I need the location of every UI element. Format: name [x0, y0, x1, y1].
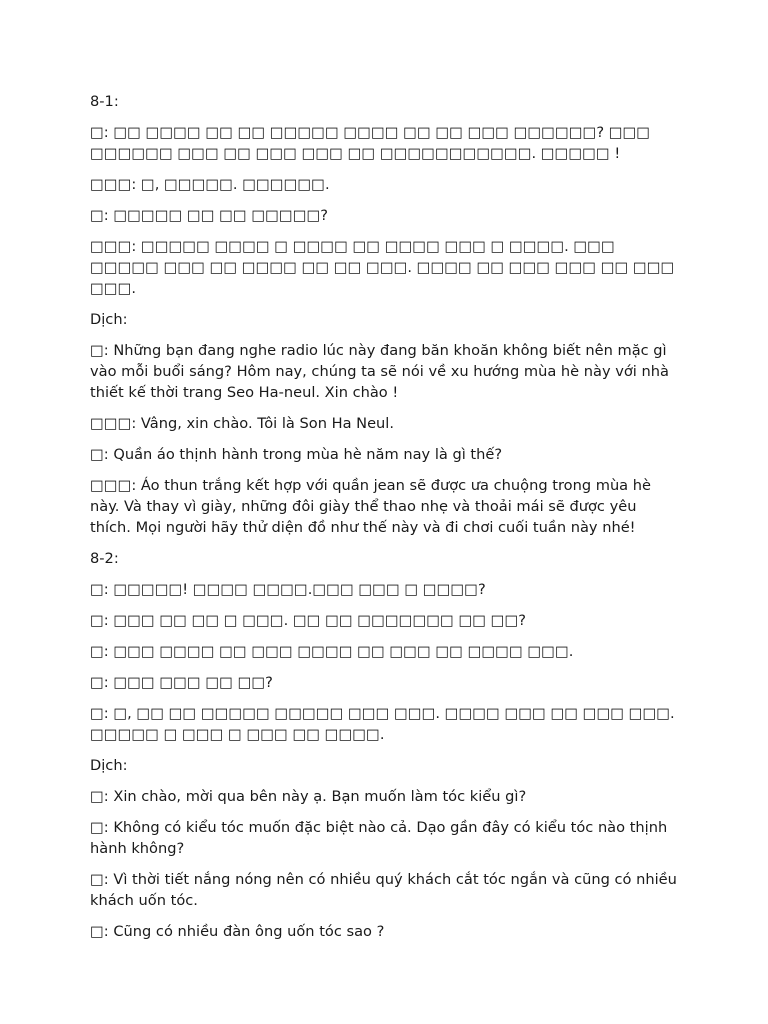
translation-line: □: Vì thời tiết nắng nóng nên có nhiều quý khách cắt tóc ngắn và cũng có nhiều khách uốn tóc.	[90, 871, 677, 909]
translation-line: □: Cũng có nhiều đàn ông uốn tóc sao ?	[90, 923, 385, 940]
dialogue-line: □: □□□ □□ □□ □ □□□. □□ □□ □□□□□□□ □□ □□?	[90, 612, 526, 629]
dialogue-line: □: □□□ □□□ □□ □□?	[90, 674, 273, 691]
translation-line: □□□: Áo thun trắng kết hợp với quần jean sẽ được ưa chuộng trong mùa hè này. Và thay vì giày, những đôi giày thể thao nhẹ và thoải mái sẽ được yêu thích. Mọi người hãy thử diện đồ như thế này và đi chơi cuối tuần này nhé!	[90, 477, 651, 536]
section-heading-8-1: 8-1:	[90, 93, 119, 110]
dialogue-line: □: □□ □□□□ □□ □□ □□□□□ □□□□ □□ □□ □□□ □□□□□□? □□□ □□□□□□ □□□ □□ □□□ □□□ □□ □□□□□□□□□□□. □□□□□ !	[90, 124, 651, 162]
translation-line: □□□: Vâng, xin chào. Tôi là Son Ha Neul.	[90, 415, 394, 432]
translation-line: □: Quần áo thịnh hành trong mùa hè năm nay là gì thế?	[90, 446, 503, 463]
dialogue-line: □: □□□□□ □□ □□ □□□□□?	[90, 207, 329, 224]
dialogue-line: □: □□□ □□□□ □□ □□□ □□□□ □□ □□□ □□ □□□□ □□□.	[90, 643, 574, 660]
section-heading-8-2: 8-2:	[90, 550, 119, 567]
translation-line: □: Không có kiểu tóc muốn đặc biệt nào cả. Dạo gần đây có kiểu tóc nào thịnh hành không?	[90, 819, 668, 857]
translation-heading: Dịch:	[90, 757, 128, 774]
dialogue-line: □□□: □, □□□□□. □□□□□□.	[90, 176, 330, 193]
translation-line: □: Những bạn đang nghe radio lúc này đang băn khoăn không biết nên mặc gì vào mỗi buổi sáng? Hôm nay, chúng ta sẽ nói về xu hướng mùa hè này với nhà thiết kế thời trang Seo Ha-neul. Xin chào !	[90, 342, 669, 401]
translation-heading: Dịch:	[90, 311, 128, 328]
dialogue-line: □□□: □□□□□ □□□□ □ □□□□ □□ □□□□ □□□ □ □□□□. □□□ □□□□□ □□□ □□ □□□□ □□ □□ □□□. □□□□ □□ □□□ □□□ □□ □□□ □□□.	[90, 238, 675, 297]
dialogue-line: □: □, □□ □□ □□□□□ □□□□□ □□□ □□□. □□□□ □□□ □□ □□□ □□□. □□□□□ □ □□□ □ □□□ □□ □□□□.	[90, 705, 675, 743]
translation-line: □: Xin chào, mời qua bên này ạ. Bạn muốn làm tóc kiểu gì?	[90, 788, 527, 805]
dialogue-line: □: □□□□□! □□□□ □□□□.□□□ □□□ □ □□□□?	[90, 581, 486, 598]
